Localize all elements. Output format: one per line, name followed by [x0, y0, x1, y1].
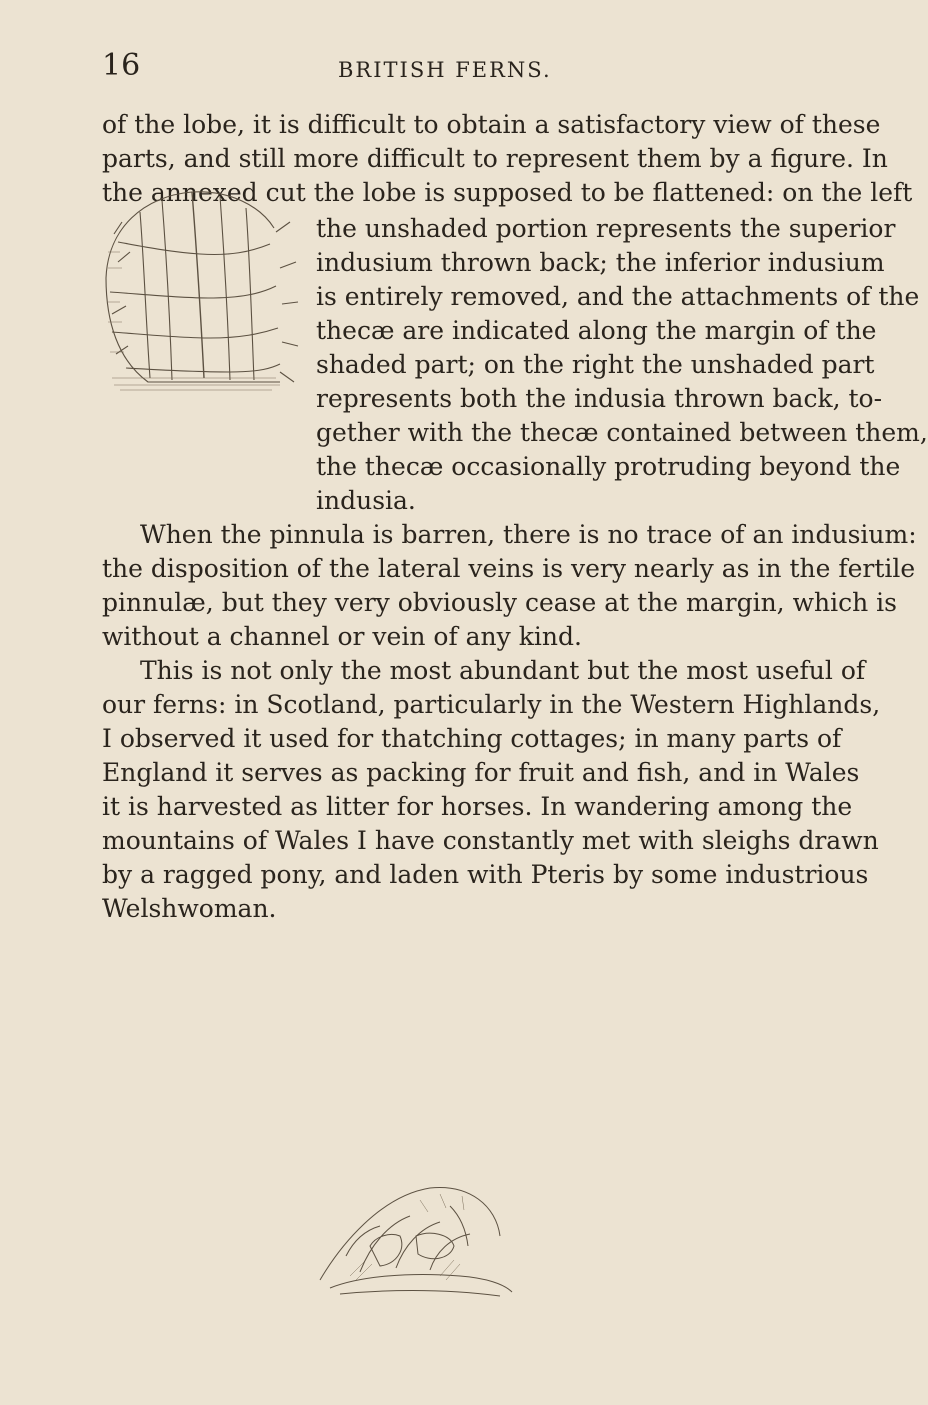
page-header [102, 48, 762, 88]
text-line: I observed it used for thatching cottages; in many parts of [102, 724, 842, 753]
running-head: BRITISH FERNS. [338, 58, 552, 82]
paragraph-start: When the pinnula is barren, there is no trace of an indusium: [140, 520, 917, 549]
text-line: shaded part; on the right the unshaded part [316, 350, 875, 379]
text-line: Welshwoman. [102, 894, 277, 923]
page-number: 16 [102, 48, 141, 83]
fern-vignette-illustration [300, 1176, 518, 1304]
paragraph-start: This is not only the most abundant but the most useful of [140, 656, 866, 685]
text-line: our ferns: in Scotland, particularly in the Western Highlands, [102, 690, 881, 719]
text-line: the thecæ occasionally protruding beyond the [316, 452, 901, 481]
fern-lobe-illustration [100, 182, 308, 400]
text-line: gether with the thecæ contained between them, [316, 418, 928, 447]
text-line: represents both the indusia thrown back, to- [316, 384, 883, 413]
text-line: parts, and still more difficult to represent them by a figure. In [102, 144, 888, 173]
text-line: the annexed cut the lobe is supposed to be flattened: on the left [102, 178, 913, 207]
text-line: without a channel or vein of any kind. [102, 622, 582, 651]
text-line: indusia. [316, 486, 416, 515]
text-line: thecæ are indicated along the margin of the [316, 316, 877, 345]
text-line: indusium thrown back; the inferior indusium [316, 248, 885, 277]
text-line: England it serves as packing for fruit and fish, and in Wales [102, 758, 860, 787]
text-line: of the lobe, it is difficult to obtain a satisfactory view of these [102, 110, 881, 139]
text-line: it is harvested as litter for horses. In wandering among the [102, 792, 853, 821]
text-line: by a ragged pony, and laden with Pteris by some industrious [102, 860, 869, 889]
text-line: mountains of Wales I have constantly met with sleighs drawn [102, 826, 879, 855]
text-line: pinnulæ, but they very obviously cease at the margin, which is [102, 588, 897, 617]
text-line: the disposition of the lateral veins is very nearly as in the fertile [102, 554, 916, 583]
text-line: is entirely removed, and the attachments of the [316, 282, 920, 311]
text-line: the unshaded portion represents the superior [316, 214, 896, 243]
